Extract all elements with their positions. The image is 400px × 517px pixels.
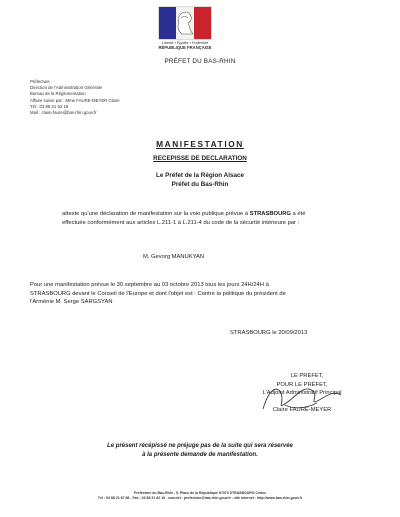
paragraph-line: Pour une manifestation prévue le 30 septembre au 03 octobre 2013 tous les jours 24H/24H à <box>30 282 269 288</box>
signatory-name: Claire FAURE-MEYER <box>272 406 332 413</box>
authority-line: Préfet du Bas-Rhin <box>171 180 229 188</box>
sender-mail: Mail : claire.faure@bas-rhin.gouv.fr <box>30 110 97 116</box>
sender-block <box>30 79 120 116</box>
signature-line: POUR LE PRÉFET, <box>276 381 328 388</box>
attestation-paragraph <box>62 210 366 227</box>
notice-line: Le présent récépissé ne préjuge pas de la suite qui sera réservée <box>107 443 293 449</box>
footer-contact: Tél : 03 88 21 67 68 - Fax : 03 88 21 62 16 - courriel : prefecture@bas-rhin.gouv.fr - site internet : http://www.bas-rhin.gouv.fr <box>97 496 303 500</box>
applicant-name: M. Gevorg MANUKYAN <box>143 254 205 260</box>
notice-line: à la présente demande de manifestation. <box>142 452 258 458</box>
logo-republic: RÉPUBLIQUE FRANÇAISE <box>158 45 212 50</box>
paragraph-line: effectuée conformément aux articles L.211-1 à L.211-4 du code de la sécurité intérieure par : <box>62 219 300 226</box>
footer-address: Préfecture du Bas-Rhin - 5, Place de la République 67073 STRASBOURG Cedex <box>133 491 267 495</box>
document-subtitle: RECEPISSE DE DECLARATION <box>153 155 247 162</box>
signature-title: L'Adjoint Administratif Principal <box>262 390 342 397</box>
signature-block <box>252 372 352 414</box>
signature-line: LE PRÉFET, <box>290 373 324 379</box>
prefecture-header: PRÉFET DU BAS-RHIN <box>164 58 236 65</box>
sender-line: Affaire suivie par : Mme FAURE-MEYER Claire <box>30 97 120 103</box>
paragraph-line <box>62 210 366 219</box>
marianne-logo <box>150 6 220 50</box>
logo-motto: Liberté • Égalité • Fraternité <box>161 41 209 45</box>
date-place: STRASBOURG le 20/09/2013 <box>230 330 308 336</box>
sender-line: Bureau de la Réglementation <box>30 91 86 97</box>
authority-line: Le Préfet de la Région Alsace <box>156 172 244 179</box>
text-run: a été <box>290 211 306 217</box>
paragraph-line: l'Arménie M. Serge SARGSYAN <box>30 299 113 306</box>
city-name: STRASBOURG <box>249 211 291 217</box>
sender-line: Direction de l'Administration Générale <box>30 85 102 91</box>
legal-notice <box>0 442 400 460</box>
sender-line: Préfecture <box>30 79 50 84</box>
event-paragraph <box>30 281 366 307</box>
sender-phone: Tél : 03 88 21 62 18 <box>30 103 69 109</box>
marianne-emblem-icon <box>158 6 212 40</box>
paragraph-line: STRASBOURG devant le Conseil de l'Europe et dont l'objet est : Contre la politique du président de <box>30 290 286 297</box>
document-title: MANIFESTATION <box>156 139 244 149</box>
text-run: atteste qu'une déclaration de manifestation sur la voie publique prévue à <box>62 211 250 217</box>
page-footer <box>0 491 400 501</box>
authority-block <box>0 172 400 190</box>
